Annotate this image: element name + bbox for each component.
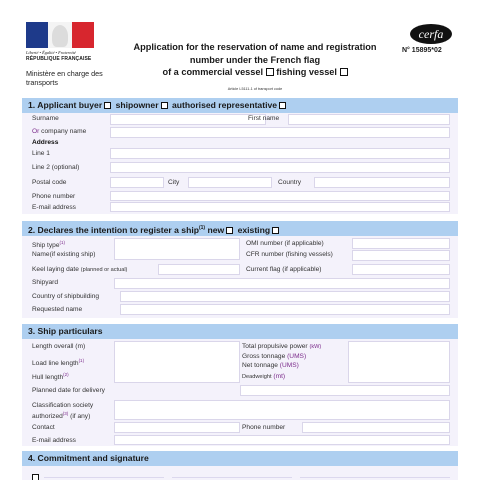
requested-name-field[interactable] [120,304,450,315]
first-name-field[interactable] [288,114,450,125]
ship-measures-field-block[interactable] [348,341,450,383]
section-3-header [22,324,458,339]
section-4-panel [22,466,458,480]
section-4-header [22,451,458,466]
surname-field[interactable] [110,114,266,125]
postal-code-field[interactable] [110,177,164,188]
omi-number-field[interactable] [352,238,450,249]
commitment-text-line [300,477,450,478]
fishing-vessel-checkbox[interactable] [340,68,348,76]
current-flag-label: Current flag (if applicable) [246,266,322,273]
republic-motto: Liberté • Égalité • Fraternité [26,50,76,55]
address-line2-label: Line 2 (optional) [32,164,80,171]
ship-type-label: Ship type$^{(1)}$ [32,240,65,250]
first-name-label: First name [248,115,280,122]
contact-email-field[interactable] [114,435,450,445]
country-shipbuilding-field[interactable] [120,291,450,302]
contact-phone-field[interactable] [302,422,450,433]
hull-length-label: Hull length$^{(2)}$ [32,372,69,382]
keel-date-field[interactable] [158,264,240,275]
city-label: City [168,179,180,186]
contact-label: Contact [32,424,55,431]
phone-label: Phone number [32,193,76,200]
classification-society-label: Classification society [32,402,94,409]
article-reference: Article L5111-1 of transport code [227,87,283,91]
representative-checkbox[interactable] [279,102,286,109]
country-label: Country [278,179,302,186]
tricolour-flag-icon [26,22,94,48]
shipowner-checkbox[interactable] [161,102,168,109]
existing-checkbox[interactable] [272,227,279,234]
email-field[interactable] [110,202,450,212]
section-2-title: 2. Declares the intention to register a ship [28,224,199,235]
email-label: E-mail address [32,204,76,211]
classification-authorized-label: authorized$^{(3)}$ (if any) [32,411,91,421]
current-flag-field[interactable] [352,264,450,275]
address-line1-field[interactable] [110,148,450,159]
republic-name: RÉPUBLIQUE FRANÇAISE [26,56,92,62]
section-3-panel [22,339,458,446]
country-field[interactable] [314,177,450,188]
deadweight-label: Deadweight (mt) [242,373,286,380]
new-checkbox[interactable] [226,227,233,234]
buyer-label: buyer [78,100,103,110]
title-line-2: number under the French flag [189,54,321,65]
cfr-number-field[interactable] [352,250,450,261]
buyer-checkbox[interactable] [104,102,111,109]
existing-label: existing [237,224,271,235]
requested-name-label: Requested name [32,306,83,313]
address-line2-field[interactable] [110,162,450,173]
contact-email-label: E-mail address [32,437,76,444]
section-1-panel [22,113,458,214]
ministry-name: Ministère en charge des transports [26,69,103,87]
section-3-title: 3. Ship particulars [28,326,103,336]
section-1-title: 1. Applicant [28,100,77,110]
address-heading: Address [32,139,59,146]
commitment-checkbox[interactable] [32,474,39,480]
shipyard-label: Shipyard [32,279,59,286]
ship-type-field[interactable] [114,238,240,260]
existing-name-label: Name(if existing ship) [32,251,96,258]
net-tonnage-label: Net tonnage (UMS) [242,362,299,369]
planned-delivery-field[interactable] [240,385,450,396]
fishing-vessel-label: fishing vessel [276,67,337,77]
phone-field[interactable] [110,191,450,201]
surname-label: Surname [32,115,59,122]
section-4-title: 4. Commitment and signature [28,453,149,463]
postal-code-label: Postal code [32,179,67,186]
commercial-vessel-label: of a commercial vessel [162,67,264,77]
shipowner-label: shipowner [115,100,159,110]
shipyard-field[interactable] [114,278,450,289]
section-2-header [22,221,458,236]
cerfa-number: N° 15895*02 [402,47,442,54]
cerfa-logo: cerfa [410,24,452,44]
contact-phone-label: Phone number [242,424,286,431]
planned-delivery-label: Planned date for delivery [32,387,105,394]
title-line-3 [120,66,390,79]
form-title [120,41,390,79]
representative-label: authorised representative [171,100,278,110]
load-line-length-label: Load line length$^{(1)}$ [32,358,85,368]
company-name-label: Or company name [32,128,87,135]
commitment-text-line [172,477,292,478]
new-label: new [207,224,225,235]
section-2-footnote-ref: (1) [198,225,206,231]
section-2-panel [22,236,458,318]
cfr-number-label: CFR number (fishing vessels) [246,251,333,258]
title-line-1: Application for the reservation of name and registration [133,42,377,52]
commitment-text-line [44,477,164,478]
classification-society-field[interactable] [114,400,450,420]
company-name-field[interactable] [110,127,450,138]
marianne-logo [26,22,96,62]
section-1-header [22,98,458,113]
keel-date-label: Keel laying date (planned or actual) [32,266,128,273]
length-overall-label: Length overall (m) [32,343,86,350]
city-field[interactable] [188,177,272,188]
contact-field[interactable] [114,422,240,433]
gross-tonnage-label: Gross tonnage (UMS) [242,353,307,360]
commercial-vessel-checkbox[interactable] [266,68,274,76]
address-line1-label: Line 1 [32,150,50,157]
omi-number-label: OMI number (if applicable) [246,240,324,247]
propulsive-power-label: Total propulsive power (kW) [242,343,322,350]
length-fields-block[interactable] [114,341,240,383]
form-header [0,0,480,96]
country-shipbuilding-label: Country of shipbuilding [32,293,100,300]
